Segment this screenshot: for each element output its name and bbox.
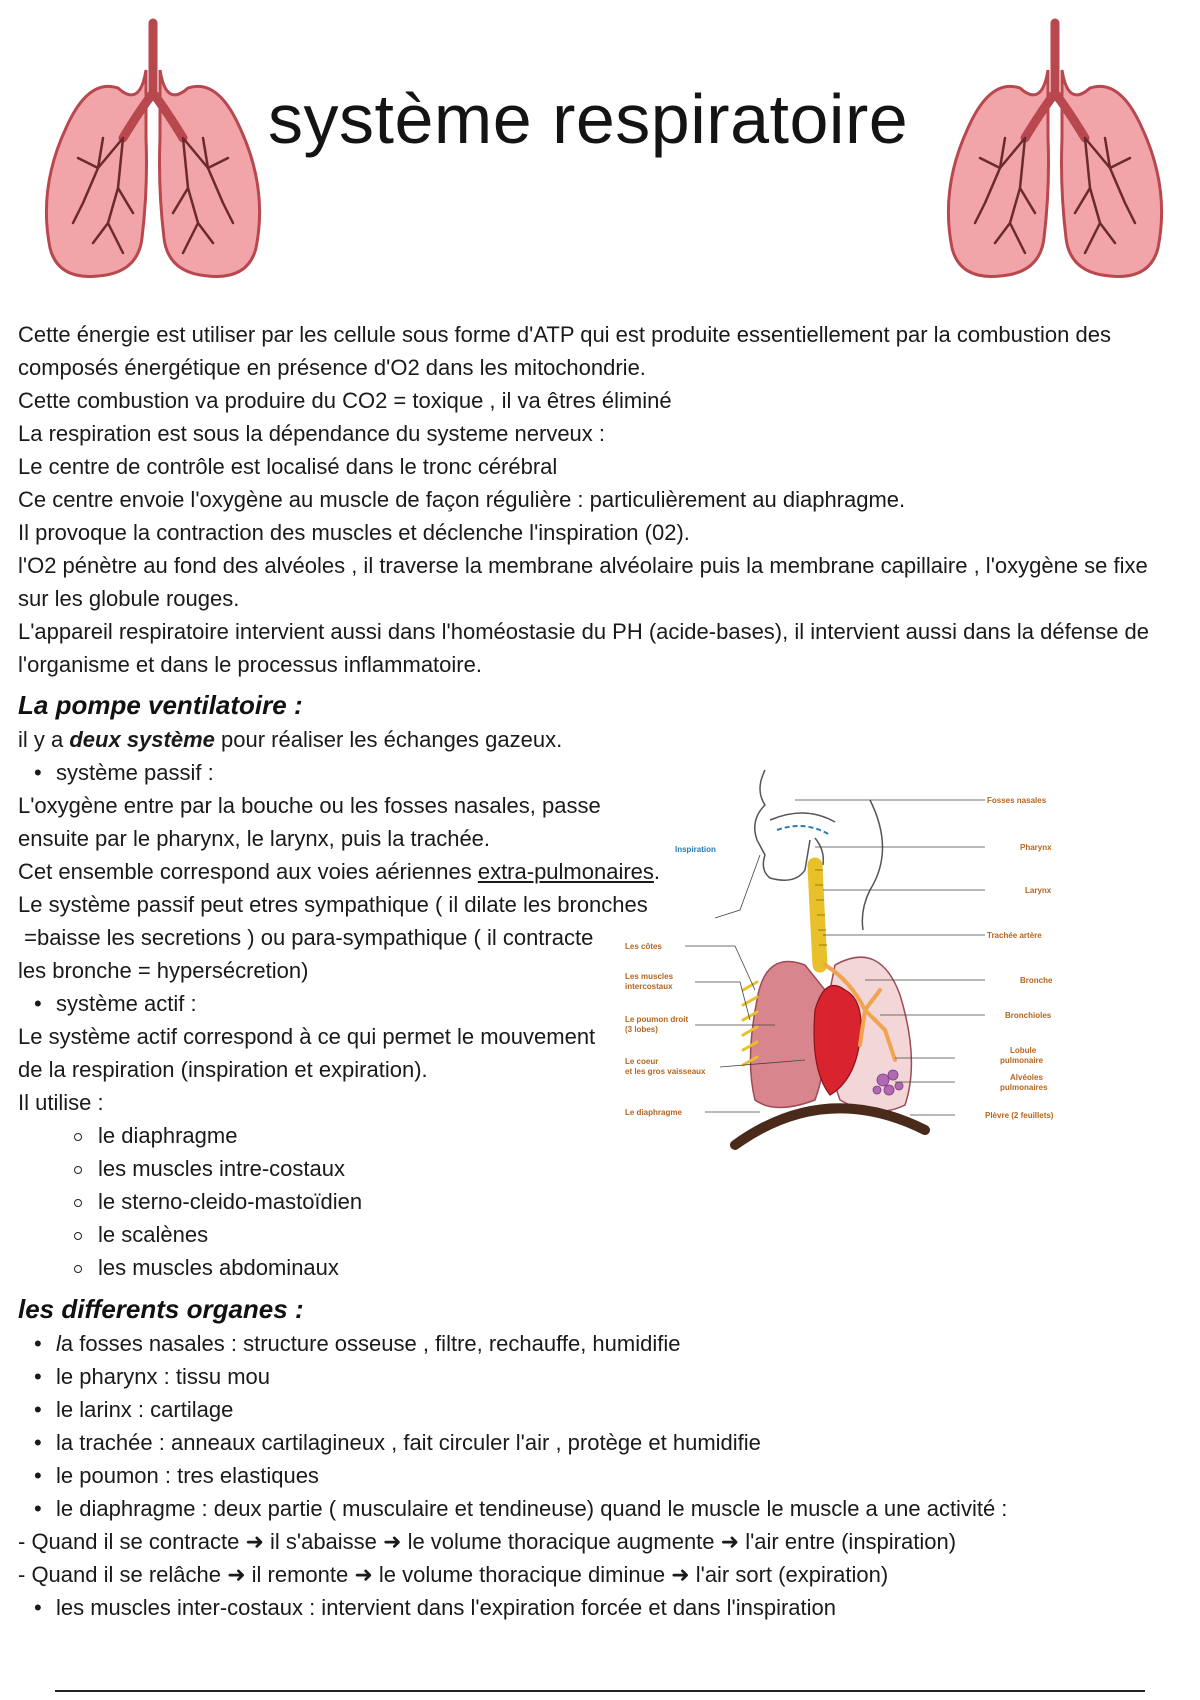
- diagram-label: Les muscles: [625, 972, 674, 981]
- text: le scalènes: [98, 1222, 209, 1247]
- text-line: =baisse les secretions ) ou para-sympathique ( il contracte: [18, 925, 594, 950]
- section-title-organes: les differents organes :: [18, 1294, 304, 1324]
- italic-text: l: [56, 1331, 61, 1356]
- intro-line: L'appareil respiratoire intervient aussi dans l'homéostasie du PH (acide-bases), il intervient aussi dans la défense de l'organisme et dans le processus inflammatoire.: [18, 619, 1150, 677]
- list-item: [98, 1119, 718, 1152]
- list-item: [18, 1591, 1178, 1624]
- text: le pharynx : tissu mou: [56, 1364, 270, 1389]
- organs-section: [18, 1327, 1178, 1624]
- lungs-illustration-right: [930, 18, 1180, 288]
- text: les muscles inter-costaux : intervient dans l'expiration forcée et dans l'inspiration: [56, 1595, 837, 1620]
- diagram-label: Inspiration: [675, 845, 716, 854]
- diagram-label: Trachée artère: [987, 931, 1042, 940]
- diagram-label: Le coeur: [625, 1057, 659, 1066]
- text: les muscles intre-costaux: [98, 1156, 345, 1181]
- text: les muscles abdominaux: [98, 1255, 339, 1280]
- bullet-icon: •: [34, 1430, 42, 1455]
- header: [0, 0, 1200, 300]
- page-title: système respiratoire: [268, 80, 909, 158]
- bullet-icon: •: [34, 1397, 42, 1422]
- bullet-icon: •: [34, 1496, 42, 1521]
- text-line: ensuite par le pharynx, le larynx, puis la trachée.: [18, 826, 491, 851]
- bullet-icon: •: [34, 1463, 42, 1488]
- text-line: - Quand il se contracte ➜ il s'abaisse ➜ le volume thoracique augmente ➜ l'air entre (inspiration): [18, 1529, 957, 1554]
- diagram-label: Alvéoles: [1010, 1073, 1043, 1082]
- bottom-divider: [55, 1690, 1145, 1692]
- text: le diaphragme: [98, 1123, 238, 1148]
- intro-line: Ce centre envoie l'oxygène au muscle de façon régulière : particulièrement au diaphragme.: [18, 487, 906, 512]
- bullet-icon: •: [34, 1595, 42, 1620]
- emphasis-text: deux système: [69, 727, 215, 752]
- underlined-text: extra-pulmonaires: [477, 859, 654, 884]
- diagram-label: Les côtes: [625, 942, 662, 951]
- list-item: [18, 1426, 1178, 1459]
- circle-bullet-icon: [74, 1133, 82, 1141]
- list-item-actif: [18, 987, 718, 1020]
- circle-bullet-icon: [74, 1199, 82, 1207]
- text-line: les bronche = hypersécretion): [18, 958, 309, 983]
- intro-line: Cette combustion va produire du CO2 = toxique , il va êtres éliminé: [18, 388, 672, 413]
- text: système passif :: [56, 760, 214, 785]
- text: le sterno-cleido-mastoïdien: [98, 1189, 363, 1214]
- list-item-passif: [18, 756, 718, 789]
- list-item: [18, 1327, 1178, 1360]
- bullet-icon: •: [34, 760, 42, 785]
- diagram-label: et les gros vaisseaux: [625, 1067, 706, 1076]
- text: Cet ensemble correspond aux voies aériennes: [18, 859, 478, 884]
- intro-line: Il provoque la contraction des muscles et déclenche l'inspiration (02).: [18, 520, 690, 545]
- text-line: [18, 855, 718, 888]
- list-item: [18, 1360, 1178, 1393]
- text: système actif :: [56, 991, 197, 1016]
- lungs-illustration-left: [28, 18, 278, 288]
- diagram-label: Lobule: [1010, 1046, 1037, 1055]
- text: la trachée : anneaux cartilagineux , fait circuler l'air , protège et humidifie: [56, 1430, 761, 1455]
- intro-line: Le centre de contrôle est localisé dans le tronc cérébral: [18, 454, 558, 479]
- list-item: [98, 1185, 718, 1218]
- list-item: [18, 1393, 1178, 1426]
- text-line: - Quand il se relâche ➜ il remonte ➜ le volume thoracique diminue ➜ l'air sort (expiration): [18, 1562, 889, 1587]
- bullet-icon: •: [34, 1331, 42, 1356]
- pompe-intro: [18, 723, 718, 756]
- circle-bullet-icon: [74, 1166, 82, 1174]
- list-item: [98, 1152, 718, 1185]
- section-title-pompe: La pompe ventilatoire :: [18, 690, 303, 720]
- respiratory-anatomy-diagram: [625, 760, 1090, 1155]
- anatomy-svg: [625, 760, 1090, 1155]
- text: pour réaliser les échanges gazeux.: [214, 727, 563, 752]
- intro-line: La respiration est sous la dépendance du systeme nerveux :: [18, 421, 606, 446]
- text: le diaphragme : deux partie ( musculaire et tendineuse) quand le muscle le muscle a une activité :: [56, 1496, 1008, 1521]
- text: le larinx : cartilage: [56, 1397, 234, 1422]
- diagram-label: Le diaphragme: [625, 1108, 682, 1117]
- intro-text: [18, 318, 1178, 681]
- diagram-label: (3 lobes): [625, 1025, 658, 1034]
- intro-line: l'O2 pénètre au fond des alvéoles , il traverse la membrane alvéolaire puis la membrane capillaire , l'oxygène se fixe sur les globule rouges.: [18, 553, 1148, 611]
- text: il y a: [18, 727, 70, 752]
- diagram-label: Plèvre (2 feuillets): [985, 1111, 1054, 1120]
- diagram-label: Larynx: [1025, 886, 1052, 895]
- text-line: L'oxygène entre par la bouche ou les fosses nasales, passe: [18, 793, 601, 818]
- bullet-icon: •: [34, 1364, 42, 1389]
- diagram-label: Bronchioles: [1005, 1011, 1052, 1020]
- muscles-list: [18, 1119, 718, 1284]
- diagram-label: pulmonaire: [1000, 1056, 1044, 1065]
- text: le poumon : tres elastiques: [56, 1463, 319, 1488]
- diagram-label: pulmonaires: [1000, 1083, 1048, 1092]
- diagram-label: Fosses nasales: [987, 796, 1047, 805]
- intro-line: Cette énergie est utiliser par les cellule sous forme d'ATP qui est produite essentiellement par la combustion des composés énergétique en présence d'O2 dans les mitochondrie.: [18, 322, 1111, 380]
- text-line: Il utilise :: [18, 1090, 104, 1115]
- circle-bullet-icon: [74, 1232, 82, 1240]
- text: .: [653, 859, 661, 884]
- list-item: [18, 1492, 1178, 1525]
- diagram-label: Le poumon droit: [625, 1015, 689, 1024]
- bullet-icon: •: [34, 991, 42, 1016]
- diagram-label: Pharynx: [1020, 843, 1052, 852]
- text-line: Le système passif peut etres sympathique ( il dilate les bronches: [18, 892, 648, 917]
- circle-bullet-icon: [74, 1265, 82, 1273]
- list-item: [18, 1459, 1178, 1492]
- text: a fosses nasales : structure osseuse , filtre, rechauffe, humidifie: [60, 1331, 681, 1356]
- text-line: Le système actif correspond à ce qui permet le mouvement: [18, 1024, 596, 1049]
- list-item: [98, 1251, 718, 1284]
- pompe-section: [18, 723, 718, 1284]
- list-item: [98, 1218, 718, 1251]
- diagram-label: intercostaux: [625, 982, 673, 991]
- text-line: de la respiration (inspiration et expiration).: [18, 1057, 428, 1082]
- diagram-label: Bronche: [1020, 976, 1053, 985]
